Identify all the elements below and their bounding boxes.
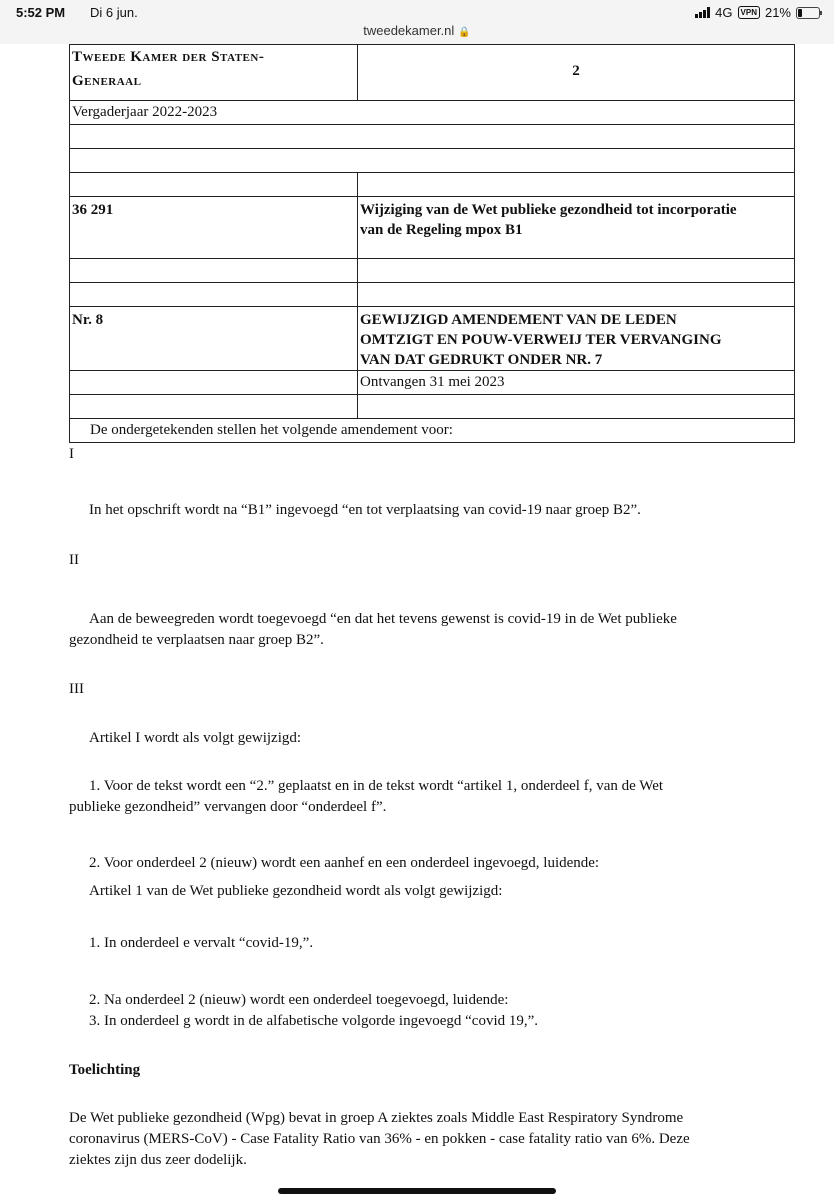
document-title xyxy=(358,307,795,371)
network-label: 4G xyxy=(715,5,733,20)
item-2-sub: Artikel 1 van de Wet publieke gezondheid wordt als volgt gewijzigd: xyxy=(89,883,503,899)
document-number: Nr. 8 xyxy=(70,307,358,371)
section-2-text xyxy=(69,609,794,651)
document-title-line-3: VAN DAT GEDRUKT ONDER NR. 7 xyxy=(360,352,603,368)
section-3-intro: Artikel I wordt als volgt gewijzigd: xyxy=(89,730,302,746)
status-indicators xyxy=(695,5,820,20)
dossier-title xyxy=(358,197,795,259)
home-indicator[interactable] xyxy=(278,1188,556,1194)
item-1-line-1: 1. Voor de tekst wordt een “2.” geplaatst en in de tekst wordt “artikel 1, onderdeel f, van de Wet xyxy=(89,778,664,794)
dossier-title-line-1: Wijziging van de Wet publieke gezondheid tot incorporatie xyxy=(360,202,737,218)
document-title-line-2: OMTZIGT EN POUW-VERWEIJ TER VERVANGING xyxy=(360,332,722,348)
status-date: Di 6 jun. xyxy=(90,5,138,20)
item-2: 2. Voor onderdeel 2 (nieuw) wordt een aanhef en een onderdeel ingevoegd, luidende: xyxy=(89,855,600,871)
dossier-title-line-2: van de Regeling mpox B1 xyxy=(360,222,523,238)
explanation-line-2: coronavirus (MERS-CoV) - Case Fatality Ratio van 36% - en pokken - case fatality ratio van 6%. Deze xyxy=(69,1131,690,1147)
section-2-line-2: gezondheid te verplaatsen naar groep B2”. xyxy=(69,632,324,648)
empty-cell xyxy=(358,259,795,283)
empty-cell xyxy=(358,283,795,307)
sub-item-3: 3. In onderdeel g wordt in de alfabetische volgorde ingevoegd “covid 19,”. xyxy=(89,1013,539,1029)
url-text[interactable]: tweedekamer.nl xyxy=(363,23,455,38)
section-2-heading: II xyxy=(69,552,79,568)
sub-item-1: 1. In onderdeel e vervalt “covid-19,”. xyxy=(89,935,314,951)
intro-text: De ondergetekenden stellen het volgende amendement voor: xyxy=(70,419,795,443)
battery-percent: 21% xyxy=(764,5,791,20)
empty-cell xyxy=(70,395,358,419)
organisation-line-2: Generaal xyxy=(72,73,142,89)
item-1 xyxy=(69,776,794,818)
section-1-text: In het opschrift wordt na “B1” ingevoegd “en tot verplaatsing van covid-19 naar groep B2”. xyxy=(89,502,641,518)
empty-row xyxy=(70,125,795,149)
session-year: Vergaderjaar 2022-2023 xyxy=(70,101,795,125)
empty-cell xyxy=(70,259,358,283)
lock-icon: 🔒 xyxy=(458,27,471,38)
document-header-table xyxy=(69,44,795,443)
empty-cell xyxy=(358,173,795,197)
organisation-line-1: Tweede Kamer der Staten- xyxy=(72,49,265,65)
battery-icon xyxy=(796,7,820,19)
explanation-line-1: De Wet publieke gezondheid (Wpg) bevat in groep A ziektes zoals Middle East Respiratory Syndrome xyxy=(69,1110,684,1126)
address-bar[interactable] xyxy=(0,23,834,38)
section-1-heading: I xyxy=(69,446,74,462)
signal-icon xyxy=(695,7,710,18)
explanation-heading: Toelichting xyxy=(69,1062,141,1078)
empty-cell xyxy=(358,395,795,419)
page-number: 2 xyxy=(358,45,795,101)
empty-row xyxy=(70,149,795,173)
sub-item-2: 2. Na onderdeel 2 (nieuw) wordt een onderdeel toegevoegd, luidende: xyxy=(89,992,509,1008)
explanation-line-3: ziektes zijn dus zeer dodelijk. xyxy=(69,1152,247,1168)
dossier-number: 36 291 xyxy=(70,197,358,259)
empty-cell xyxy=(70,283,358,307)
section-3-heading: III xyxy=(69,681,84,697)
empty-cell xyxy=(70,173,358,197)
section-2-line-1: Aan de beweegreden wordt toegevoegd “en dat het tevens gewenst is covid-19 in de Wet publieke xyxy=(89,611,677,627)
explanation-text xyxy=(69,1108,794,1171)
received-date: Ontvangen 31 mei 2023 xyxy=(358,371,795,395)
item-1-line-2: publieke gezondheid” vervangen door “onderdeel f”. xyxy=(69,799,387,815)
status-time: 5:52 PM xyxy=(16,5,66,20)
document-title-line-1: GEWIJZIGD AMENDEMENT VAN DE LEDEN xyxy=(360,312,677,328)
empty-cell xyxy=(70,371,358,395)
vpn-icon: VPN xyxy=(738,6,760,19)
status-bar xyxy=(0,0,834,44)
organisation-name xyxy=(70,45,358,101)
